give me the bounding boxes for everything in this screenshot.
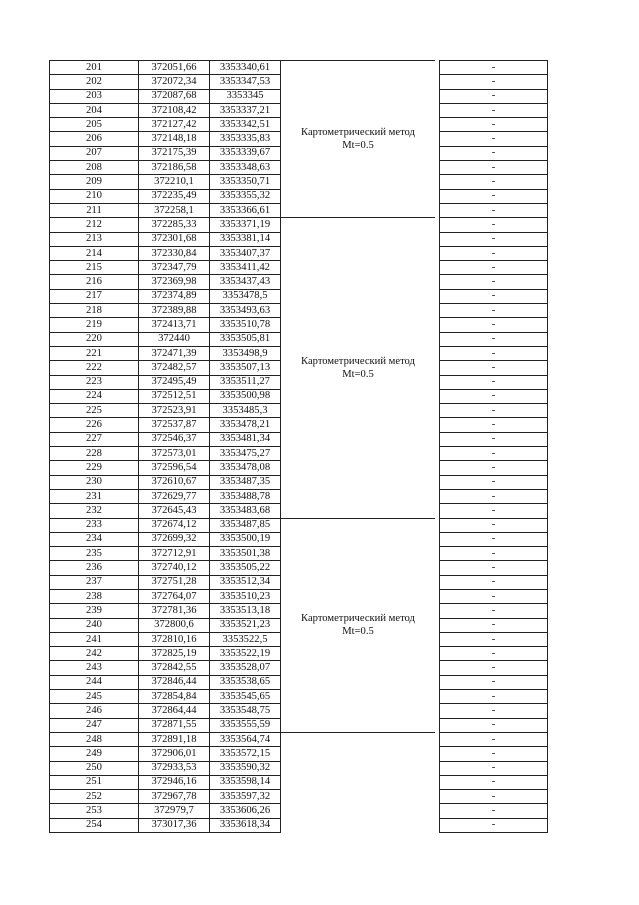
y-coordinate-cell: 3353572,15 (210, 747, 281, 761)
dash-cell: - (440, 761, 548, 775)
y-coordinate-cell: 3353598,14 (210, 775, 281, 789)
point-number-cell: 246 (50, 704, 139, 718)
x-coordinate-cell: 372285,33 (139, 218, 210, 232)
x-coordinate-cell: 372482,57 (139, 361, 210, 375)
y-coordinate-cell: 3353606,26 (210, 804, 281, 818)
dash-cell: - (440, 75, 548, 89)
dash-cell: - (440, 504, 548, 518)
y-coordinate-cell: 3353342,51 (210, 118, 281, 132)
y-coordinate-cell: 3353366,61 (210, 203, 281, 217)
y-coordinate-cell: 3353347,53 (210, 75, 281, 89)
point-number-cell: 226 (50, 418, 139, 432)
x-coordinate-cell: 372781,36 (139, 604, 210, 618)
dash-cell: - (440, 389, 548, 403)
dash-cell: - (440, 346, 548, 360)
dash-cell: - (440, 289, 548, 303)
dash-cell: - (440, 718, 548, 732)
method-cell (281, 218, 436, 518)
y-coordinate-cell: 3353350,71 (210, 175, 281, 189)
point-number-cell: 239 (50, 604, 139, 618)
y-coordinate-cell: 3353510,78 (210, 318, 281, 332)
point-number-cell: 219 (50, 318, 139, 332)
dash-cell: - (440, 332, 548, 346)
x-coordinate-cell: 372751,28 (139, 575, 210, 589)
y-coordinate-cell: 3353478,08 (210, 461, 281, 475)
x-coordinate-cell: 372369,98 (139, 275, 210, 289)
point-number-cell: 241 (50, 632, 139, 646)
point-number-cell: 234 (50, 532, 139, 546)
x-coordinate-cell: 372330,84 (139, 246, 210, 260)
dash-cell: - (440, 146, 548, 160)
dash-cell: - (440, 304, 548, 318)
dash-cell: - (440, 661, 548, 675)
y-coordinate-cell: 3353348,63 (210, 161, 281, 175)
point-number-cell: 235 (50, 547, 139, 561)
x-coordinate-cell: 372699,32 (139, 532, 210, 546)
point-number-cell: 230 (50, 475, 139, 489)
y-coordinate-cell: 3353522,5 (210, 632, 281, 646)
y-coordinate-cell: 3353590,32 (210, 761, 281, 775)
point-number-cell: 201 (50, 61, 139, 75)
y-coordinate-cell: 3353381,14 (210, 232, 281, 246)
dash-cell: - (440, 547, 548, 561)
y-coordinate-cell: 3353481,34 (210, 432, 281, 446)
dash-cell: - (440, 690, 548, 704)
method-cell (281, 732, 436, 832)
y-coordinate-cell: 3353505,81 (210, 332, 281, 346)
x-coordinate-cell: 372825,19 (139, 647, 210, 661)
y-coordinate-cell: 3353510,23 (210, 589, 281, 603)
table-row (50, 732, 548, 746)
dash-cell: - (440, 561, 548, 575)
point-number-cell: 250 (50, 761, 139, 775)
x-coordinate-cell: 372108,42 (139, 103, 210, 117)
dash-cell: - (440, 747, 548, 761)
coordinates-table (49, 60, 548, 833)
table-row (50, 61, 548, 75)
x-coordinate-cell: 372846,44 (139, 675, 210, 689)
dash-cell: - (440, 175, 548, 189)
x-coordinate-cell: 372933,53 (139, 761, 210, 775)
dash-cell: - (440, 790, 548, 804)
y-coordinate-cell: 3353500,19 (210, 532, 281, 546)
dash-cell: - (440, 704, 548, 718)
y-coordinate-cell: 3353545,65 (210, 690, 281, 704)
y-coordinate-cell: 3353488,78 (210, 489, 281, 503)
method-name: Картометрический метод (301, 355, 415, 367)
point-number-cell: 211 (50, 203, 139, 217)
dash-cell: - (440, 818, 548, 832)
point-number-cell: 224 (50, 389, 139, 403)
y-coordinate-cell: 3353501,38 (210, 547, 281, 561)
dash-cell: - (440, 475, 548, 489)
method-accuracy: Mt=0.5 (342, 368, 374, 380)
x-coordinate-cell: 372186,58 (139, 161, 210, 175)
y-coordinate-cell: 3353371,19 (210, 218, 281, 232)
y-coordinate-cell: 3353355,32 (210, 189, 281, 203)
y-coordinate-cell: 3353521,23 (210, 618, 281, 632)
y-coordinate-cell: 3353498,9 (210, 346, 281, 360)
point-number-cell: 252 (50, 790, 139, 804)
x-coordinate-cell: 372800,6 (139, 618, 210, 632)
x-coordinate-cell: 373017,36 (139, 818, 210, 832)
point-number-cell: 233 (50, 518, 139, 532)
point-number-cell: 236 (50, 561, 139, 575)
x-coordinate-cell: 372891,18 (139, 732, 210, 746)
dash-cell: - (440, 132, 548, 146)
x-coordinate-cell: 372537,87 (139, 418, 210, 432)
y-coordinate-cell: 3353507,13 (210, 361, 281, 375)
x-coordinate-cell: 372471,39 (139, 346, 210, 360)
y-coordinate-cell: 3353500,98 (210, 389, 281, 403)
y-coordinate-cell: 3353337,21 (210, 103, 281, 117)
point-number-cell: 204 (50, 103, 139, 117)
point-number-cell: 214 (50, 246, 139, 260)
method-accuracy: Mt=0.5 (342, 626, 374, 638)
y-coordinate-cell: 3353340,61 (210, 61, 281, 75)
x-coordinate-cell: 372864,44 (139, 704, 210, 718)
dash-cell: - (440, 261, 548, 275)
x-coordinate-cell: 372645,43 (139, 504, 210, 518)
y-coordinate-cell: 3353475,27 (210, 447, 281, 461)
point-number-cell: 244 (50, 675, 139, 689)
dash-cell: - (440, 246, 548, 260)
coordinates-table-body (50, 61, 548, 833)
point-number-cell: 240 (50, 618, 139, 632)
point-number-cell: 229 (50, 461, 139, 475)
dash-cell: - (440, 775, 548, 789)
dash-cell: - (440, 203, 548, 217)
x-coordinate-cell: 372389,88 (139, 304, 210, 318)
dash-cell: - (440, 275, 548, 289)
method-cell (281, 518, 436, 732)
x-coordinate-cell: 372610,67 (139, 475, 210, 489)
point-number-cell: 254 (50, 818, 139, 832)
x-coordinate-cell: 372127,42 (139, 118, 210, 132)
x-coordinate-cell: 372235,49 (139, 189, 210, 203)
x-coordinate-cell: 372440 (139, 332, 210, 346)
dash-cell: - (440, 532, 548, 546)
x-coordinate-cell: 372374,89 (139, 289, 210, 303)
x-coordinate-cell: 372979,7 (139, 804, 210, 818)
y-coordinate-cell: 3353478,5 (210, 289, 281, 303)
x-coordinate-cell: 372413,71 (139, 318, 210, 332)
dash-cell: - (440, 103, 548, 117)
x-coordinate-cell: 372629,77 (139, 489, 210, 503)
x-coordinate-cell: 372596,54 (139, 461, 210, 475)
point-number-cell: 217 (50, 289, 139, 303)
x-coordinate-cell: 372842,55 (139, 661, 210, 675)
dash-cell: - (440, 732, 548, 746)
dash-cell: - (440, 89, 548, 103)
x-coordinate-cell: 372051,66 (139, 61, 210, 75)
point-number-cell: 223 (50, 375, 139, 389)
point-number-cell: 208 (50, 161, 139, 175)
y-coordinate-cell: 3353528,07 (210, 661, 281, 675)
method-cell (281, 61, 436, 218)
point-number-cell: 215 (50, 261, 139, 275)
point-number-cell: 221 (50, 346, 139, 360)
y-coordinate-cell: 3353548,75 (210, 704, 281, 718)
x-coordinate-cell: 372712,91 (139, 547, 210, 561)
x-coordinate-cell: 372148,18 (139, 132, 210, 146)
x-coordinate-cell: 372210,1 (139, 175, 210, 189)
dash-cell: - (440, 318, 548, 332)
x-coordinate-cell: 372072,34 (139, 75, 210, 89)
table-row (50, 218, 548, 232)
dash-cell: - (440, 161, 548, 175)
point-number-cell: 231 (50, 489, 139, 503)
method-name: Картометрический метод (301, 127, 415, 139)
point-number-cell: 216 (50, 275, 139, 289)
x-coordinate-cell: 372495,49 (139, 375, 210, 389)
x-coordinate-cell: 372810,16 (139, 632, 210, 646)
dash-cell: - (440, 618, 548, 632)
point-number-cell: 228 (50, 447, 139, 461)
x-coordinate-cell: 372674,12 (139, 518, 210, 532)
dash-cell: - (440, 647, 548, 661)
point-number-cell: 232 (50, 504, 139, 518)
point-number-cell: 253 (50, 804, 139, 818)
dash-cell: - (440, 589, 548, 603)
point-number-cell: 209 (50, 175, 139, 189)
x-coordinate-cell: 372175,39 (139, 146, 210, 160)
point-number-cell: 222 (50, 361, 139, 375)
x-coordinate-cell: 372573,01 (139, 447, 210, 461)
point-number-cell: 205 (50, 118, 139, 132)
point-number-cell: 218 (50, 304, 139, 318)
x-coordinate-cell: 372906,01 (139, 747, 210, 761)
x-coordinate-cell: 372740,12 (139, 561, 210, 575)
x-coordinate-cell: 372087,68 (139, 89, 210, 103)
dash-cell: - (440, 61, 548, 75)
point-number-cell: 243 (50, 661, 139, 675)
point-number-cell: 203 (50, 89, 139, 103)
point-number-cell: 220 (50, 332, 139, 346)
dash-cell: - (440, 447, 548, 461)
y-coordinate-cell: 3353339,67 (210, 146, 281, 160)
point-number-cell: 227 (50, 432, 139, 446)
y-coordinate-cell: 3353487,35 (210, 475, 281, 489)
dash-cell: - (440, 575, 548, 589)
y-coordinate-cell: 3353437,43 (210, 275, 281, 289)
x-coordinate-cell: 372967,78 (139, 790, 210, 804)
y-coordinate-cell: 3353505,22 (210, 561, 281, 575)
point-number-cell: 248 (50, 732, 139, 746)
dash-cell: - (440, 804, 548, 818)
x-coordinate-cell: 372258,1 (139, 203, 210, 217)
y-coordinate-cell: 3353478,21 (210, 418, 281, 432)
point-number-cell: 207 (50, 146, 139, 160)
dash-cell: - (440, 404, 548, 418)
y-coordinate-cell: 3353487,85 (210, 518, 281, 532)
y-coordinate-cell: 3353512,34 (210, 575, 281, 589)
y-coordinate-cell: 3353618,34 (210, 818, 281, 832)
y-coordinate-cell: 3353493,63 (210, 304, 281, 318)
dash-cell: - (440, 675, 548, 689)
y-coordinate-cell: 3353411,42 (210, 261, 281, 275)
method-name: Картометрический метод (301, 613, 415, 625)
x-coordinate-cell: 372871,55 (139, 718, 210, 732)
y-coordinate-cell: 3353513,18 (210, 604, 281, 618)
dash-cell: - (440, 489, 548, 503)
point-number-cell: 213 (50, 232, 139, 246)
point-number-cell: 245 (50, 690, 139, 704)
point-number-cell: 251 (50, 775, 139, 789)
point-number-cell: 249 (50, 747, 139, 761)
point-number-cell: 242 (50, 647, 139, 661)
x-coordinate-cell: 372347,79 (139, 261, 210, 275)
dash-cell: - (440, 218, 548, 232)
x-coordinate-cell: 372523,91 (139, 404, 210, 418)
point-number-cell: 237 (50, 575, 139, 589)
point-number-cell: 247 (50, 718, 139, 732)
point-number-cell: 212 (50, 218, 139, 232)
dash-cell: - (440, 632, 548, 646)
y-coordinate-cell: 3353335,83 (210, 132, 281, 146)
dash-cell: - (440, 518, 548, 532)
y-coordinate-cell: 3353597,32 (210, 790, 281, 804)
table-row (50, 518, 548, 532)
dash-cell: - (440, 375, 548, 389)
x-coordinate-cell: 372301,68 (139, 232, 210, 246)
y-coordinate-cell: 3353407,37 (210, 246, 281, 260)
dash-cell: - (440, 361, 548, 375)
y-coordinate-cell: 3353483,68 (210, 504, 281, 518)
y-coordinate-cell: 3353555,59 (210, 718, 281, 732)
x-coordinate-cell: 372764,07 (139, 589, 210, 603)
y-coordinate-cell: 3353522,19 (210, 647, 281, 661)
y-coordinate-cell: 3353345 (210, 89, 281, 103)
dash-cell: - (440, 189, 548, 203)
y-coordinate-cell: 3353538,65 (210, 675, 281, 689)
y-coordinate-cell: 3353564,74 (210, 732, 281, 746)
x-coordinate-cell: 372854,84 (139, 690, 210, 704)
point-number-cell: 206 (50, 132, 139, 146)
point-number-cell: 202 (50, 75, 139, 89)
dash-cell: - (440, 118, 548, 132)
x-coordinate-cell: 372946,16 (139, 775, 210, 789)
dash-cell: - (440, 461, 548, 475)
dash-cell: - (440, 432, 548, 446)
x-coordinate-cell: 372546,37 (139, 432, 210, 446)
dash-cell: - (440, 604, 548, 618)
point-number-cell: 225 (50, 404, 139, 418)
point-number-cell: 210 (50, 189, 139, 203)
dash-cell: - (440, 418, 548, 432)
y-coordinate-cell: 3353511,27 (210, 375, 281, 389)
y-coordinate-cell: 3353485,3 (210, 404, 281, 418)
x-coordinate-cell: 372512,51 (139, 389, 210, 403)
point-number-cell: 238 (50, 589, 139, 603)
dash-cell: - (440, 232, 548, 246)
method-accuracy: Mt=0.5 (342, 140, 374, 152)
